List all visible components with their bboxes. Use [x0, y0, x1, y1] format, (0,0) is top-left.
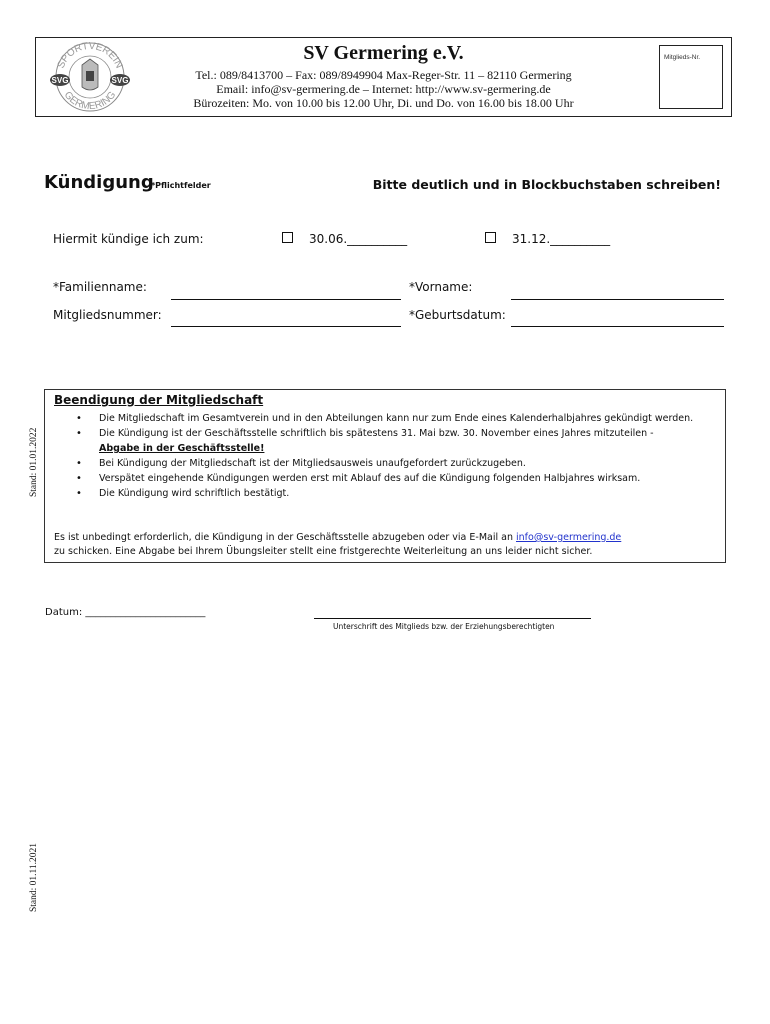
list-item — [76, 486, 716, 501]
contact-line: Tel.: 089/8413700 – Fax: 089/8949904 Max-Reger-Str. 11 – 82110 Germering — [195, 68, 572, 82]
checkbox-30-06[interactable] — [282, 232, 293, 243]
first-name-field[interactable] — [511, 299, 724, 300]
svg-text:SVG: SVG — [111, 76, 129, 85]
option-31-12-label: 31.12.__________ — [512, 232, 611, 246]
stand-stamp-2021: Stand: 01.11.2021 — [29, 842, 39, 912]
option-30-06-label: 30.06.__________ — [309, 232, 408, 246]
list-item — [76, 471, 716, 486]
member-number-box[interactable] — [659, 45, 723, 109]
block-letters-hint: Bitte deutlich und in Blockbuchstaben schreiben! — [372, 177, 721, 192]
stand-stamp-2022: Stand: 01.01.2022 — [29, 427, 39, 497]
member-number-label: Mitglieds-Nr. — [664, 54, 701, 61]
submission-note — [54, 531, 714, 559]
club-name: SV Germering e.V. — [303, 42, 464, 64]
checkbox-31-12[interactable] — [485, 232, 496, 243]
letterhead — [35, 37, 732, 117]
svg-text:GERMERING: GERMERING — [61, 89, 119, 113]
list-item — [76, 456, 716, 471]
birthdate-label: *Geburtsdatum: — [409, 308, 506, 322]
note-text-cont: zu schicken. Eine Abgabe bei Ihrem Übungsleiter stellt eine fristgerechte Weiterleitung an uns leider nicht sicher. — [54, 546, 593, 557]
signature-caption: Unterschrift des Mitglieds bzw. der Erziehungsberechtigten — [333, 622, 555, 631]
svg-text:SPORTVEREIN: SPORTVEREIN — [55, 41, 125, 71]
note-text: Es ist unbedingt erforderlich, die Kündigung in der Geschäftsstelle abzugeben oder via E-Mail an — [54, 532, 513, 543]
form-title: Kündigung — [44, 172, 154, 193]
svg-text:SVG: SVG — [51, 76, 69, 85]
bullet-emphasis: Abgabe in der Geschäftsstelle! — [99, 443, 265, 454]
web-line: Email: info@sv-germering.de – Internet: http://www.sv-germering.de — [216, 82, 551, 96]
date-field[interactable]: Datum: ________________________ — [45, 607, 206, 618]
info-title: Beendigung der Mitgliedschaft — [54, 393, 264, 407]
last-name-field[interactable] — [171, 299, 401, 300]
bullet-text: Verspätet eingehende Kündigungen werden erst mit Ablauf des auf die Kündigung folgenden Halbjahres wirksam. — [99, 473, 641, 484]
list-item — [76, 426, 716, 456]
first-name-label: *Vorname: — [409, 280, 473, 294]
office-hours-line: Bürozeiten: Mo. von 10.00 bis 12.00 Uhr, Di. und Do. von 16.00 bis 18.00 Uhr — [193, 96, 574, 110]
bullet-text: Die Kündigung wird schriftlich bestätigt. — [99, 488, 290, 499]
member-number-field[interactable] — [171, 326, 401, 327]
required-fields-note: *Pflichtfelder — [151, 181, 211, 190]
bullet-text: Die Kündigung ist der Geschäftsstelle schriftlich bis spätestens 31. Mai bzw. 30. November eines Jahres mitzuteilen - — [99, 428, 654, 439]
membership-end-info-box — [44, 389, 726, 563]
list-item — [76, 411, 716, 426]
bullet-text: Die Mitgliedschaft im Gesamtverein und in den Abteilungen kann nur zum Ende eines Kalenderhalbjahres gekündigt werden. — [99, 413, 694, 424]
info-bullet-list — [76, 411, 716, 501]
last-name-label: *Familienname: — [53, 280, 147, 294]
birthdate-field[interactable] — [511, 326, 724, 327]
bullet-text: Bei Kündigung der Mitgliedschaft ist der Mitgliedsausweis unaufgefordert zurückzugeben. — [99, 458, 526, 469]
cancel-date-label: Hiermit kündige ich zum: — [53, 232, 204, 246]
member-number-field-label: Mitgliedsnummer: — [53, 308, 162, 322]
signature-line[interactable] — [314, 618, 591, 619]
email-link[interactable]: info@sv-germering.de — [516, 532, 622, 543]
